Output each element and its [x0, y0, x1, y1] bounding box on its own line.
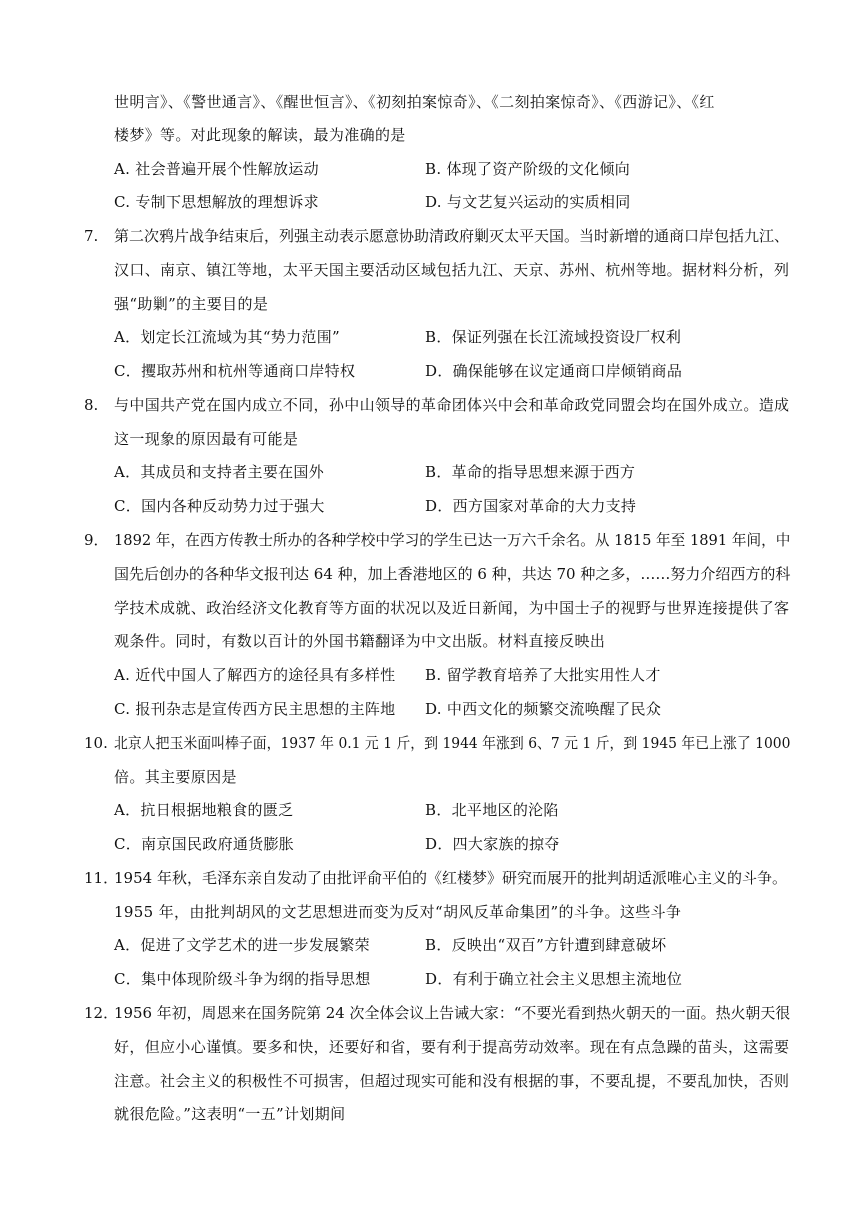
q12-line-3: 注意。社会主义的积极性不可损害，但超过现实可能和没有根据的事，不要乱提，不要乱加快，否则 [114, 1072, 790, 1090]
q11-option-b: B．反映出“双百”方针遭到肆意破坏 [425, 936, 667, 954]
q10-line-2: 倍。其主要原因是 [114, 768, 237, 786]
q11-option-c: C．集中体现阶级斗争为纲的指导思想 [114, 970, 371, 988]
q12-line-2: 好，但应小心谨慎。要多和快，还要好和省，要有利于提高劳动效率。现在有点急躁的苗头，这需要 [114, 1038, 790, 1056]
q7-line-1: 第二次鸦片战争结束后，列强主动表示愿意协助清政府剿灭太平天国。当时新增的通商口岸包括九江、 [114, 227, 790, 245]
q7-option-b: B．保证列强在长江流域投资设厂权利 [425, 328, 682, 346]
q8-option-b: B．革命的指导思想来源于西方 [425, 463, 636, 481]
q8-line-2: 这一现象的原因最有可能是 [114, 430, 299, 448]
q7-option-c: C．攫取苏州和杭州等通商口岸特权 [114, 362, 356, 380]
q8-option-a: A．其成员和支持者主要在国外 [114, 463, 325, 481]
q8-option-d: D．西方国家对革命的大力支持 [425, 497, 637, 515]
q10-option-b: B．北平地区的沦陷 [425, 801, 559, 819]
q7-line-2: 汉口、南京、镇江等地，太平天国主要活动区域包括九江、天京、苏州、杭州等地。据材料分析，列 [114, 261, 790, 279]
q8-line-1: 与中国共产党在国内成立不同，孙中山领导的革命团体兴中会和革命政党同盟会均在国外成立。造成 [114, 396, 790, 414]
q9-option-c: C. 报刊杂志是宣传西方民主思想的主阵地 [114, 700, 396, 718]
q8-number: 8. [84, 396, 99, 414]
q7-option-a: A．划定长江流域为其“势力范围” [114, 328, 340, 346]
q11-option-d: D．有利于确立社会主义思想主流地位 [425, 970, 683, 988]
q9-number: 9． [84, 531, 109, 549]
q9-option-a: A. 近代中国人了解西方的途径具有多样性 [114, 666, 396, 684]
q9-option-d: D. 中西文化的频繁交流唤醒了民众 [425, 700, 662, 718]
q8-option-c: C．国内各种反动势力过于强大 [114, 497, 325, 515]
q7-line-3: 强“助剿”的主要目的是 [114, 295, 269, 313]
q6-option-b: B. 体现了资产阶级的文化倾向 [425, 160, 631, 178]
q9-option-b: B. 留学教育培养了大批实用性人才 [425, 666, 661, 684]
q6-option-c: C. 专制下思想解放的理想诉求 [114, 193, 319, 211]
q12-line-1: 1956 年初，周恩来在国务院第 24 次全体会议上告诫大家：“不要光看到热火朝天的一面。热火朝天很 [114, 1004, 791, 1022]
q12-line-4: 就很危险。”这表明“一五”计划期间 [114, 1105, 346, 1123]
q11-line-2: 1955 年，由批判胡风的文艺思想进而变为反对“胡风反革命集团”的斗争。这些斗争 [114, 903, 682, 921]
q6-line-2: 楼梦》等。对此现象的解读，最为准确的是 [114, 126, 406, 144]
q10-number: 10. [84, 734, 108, 752]
q9-line-1: 1892 年，在西方传教士所办的各种学校中学习的学生已达一万六千余名。从 1815 年至 1891 年间，中 [114, 531, 791, 549]
q11-option-a: A．促进了文学艺术的进一步发展繁荣 [114, 936, 370, 954]
q10-option-a: A．抗日根据地粮食的匮乏 [114, 801, 294, 819]
q10-option-c: C．南京国民政府通货膨胀 [114, 835, 295, 853]
q6-line-1: 世明言》、《警世通言》、《醒世恒言》、《初刻拍案惊奇》、《二刻拍案惊奇》、《西游记》、《红 [114, 93, 715, 111]
q9-line-3: 学技术成就、政治经济文化教育等方面的状况以及近日新闻，为中国士子的视野与世界连接提供了客 [114, 599, 790, 617]
q10-option-d: D．四大家族的掠夺 [425, 835, 560, 853]
q6-option-d: D. 与文艺复兴运动的实质相同 [425, 193, 631, 211]
q12-number: 12． [84, 1004, 119, 1022]
q6-option-a: A. 社会普遍开展个性解放运动 [114, 160, 319, 178]
q11-number: 11． [84, 869, 119, 887]
q9-line-2: 国先后创办的各种华文报刊达 64 种，加上香港地区的 6 种，共达 70 种之多，……努力介绍西方的科 [114, 565, 791, 583]
q10-line-1: 北京人把玉米面叫棒子面，1937 年 0.1 元 1 斤，到 1944 年涨到 6、7 元 1 斤，到 1945 年已上涨了 1000 [114, 734, 791, 752]
q11-line-1: 1954 年秋，毛泽东亲自发动了由批评俞平伯的《红楼梦》研究而展开的批判胡适派唯心主义的斗争。 [114, 869, 787, 887]
q9-line-4: 观条件。同时，有数以百计的外国书籍翻译为中文出版。材料直接反映出 [114, 632, 606, 650]
q7-option-d: D．确保能够在议定通商口岸倾销商品 [425, 362, 683, 380]
q7-number: 7. [84, 227, 99, 245]
